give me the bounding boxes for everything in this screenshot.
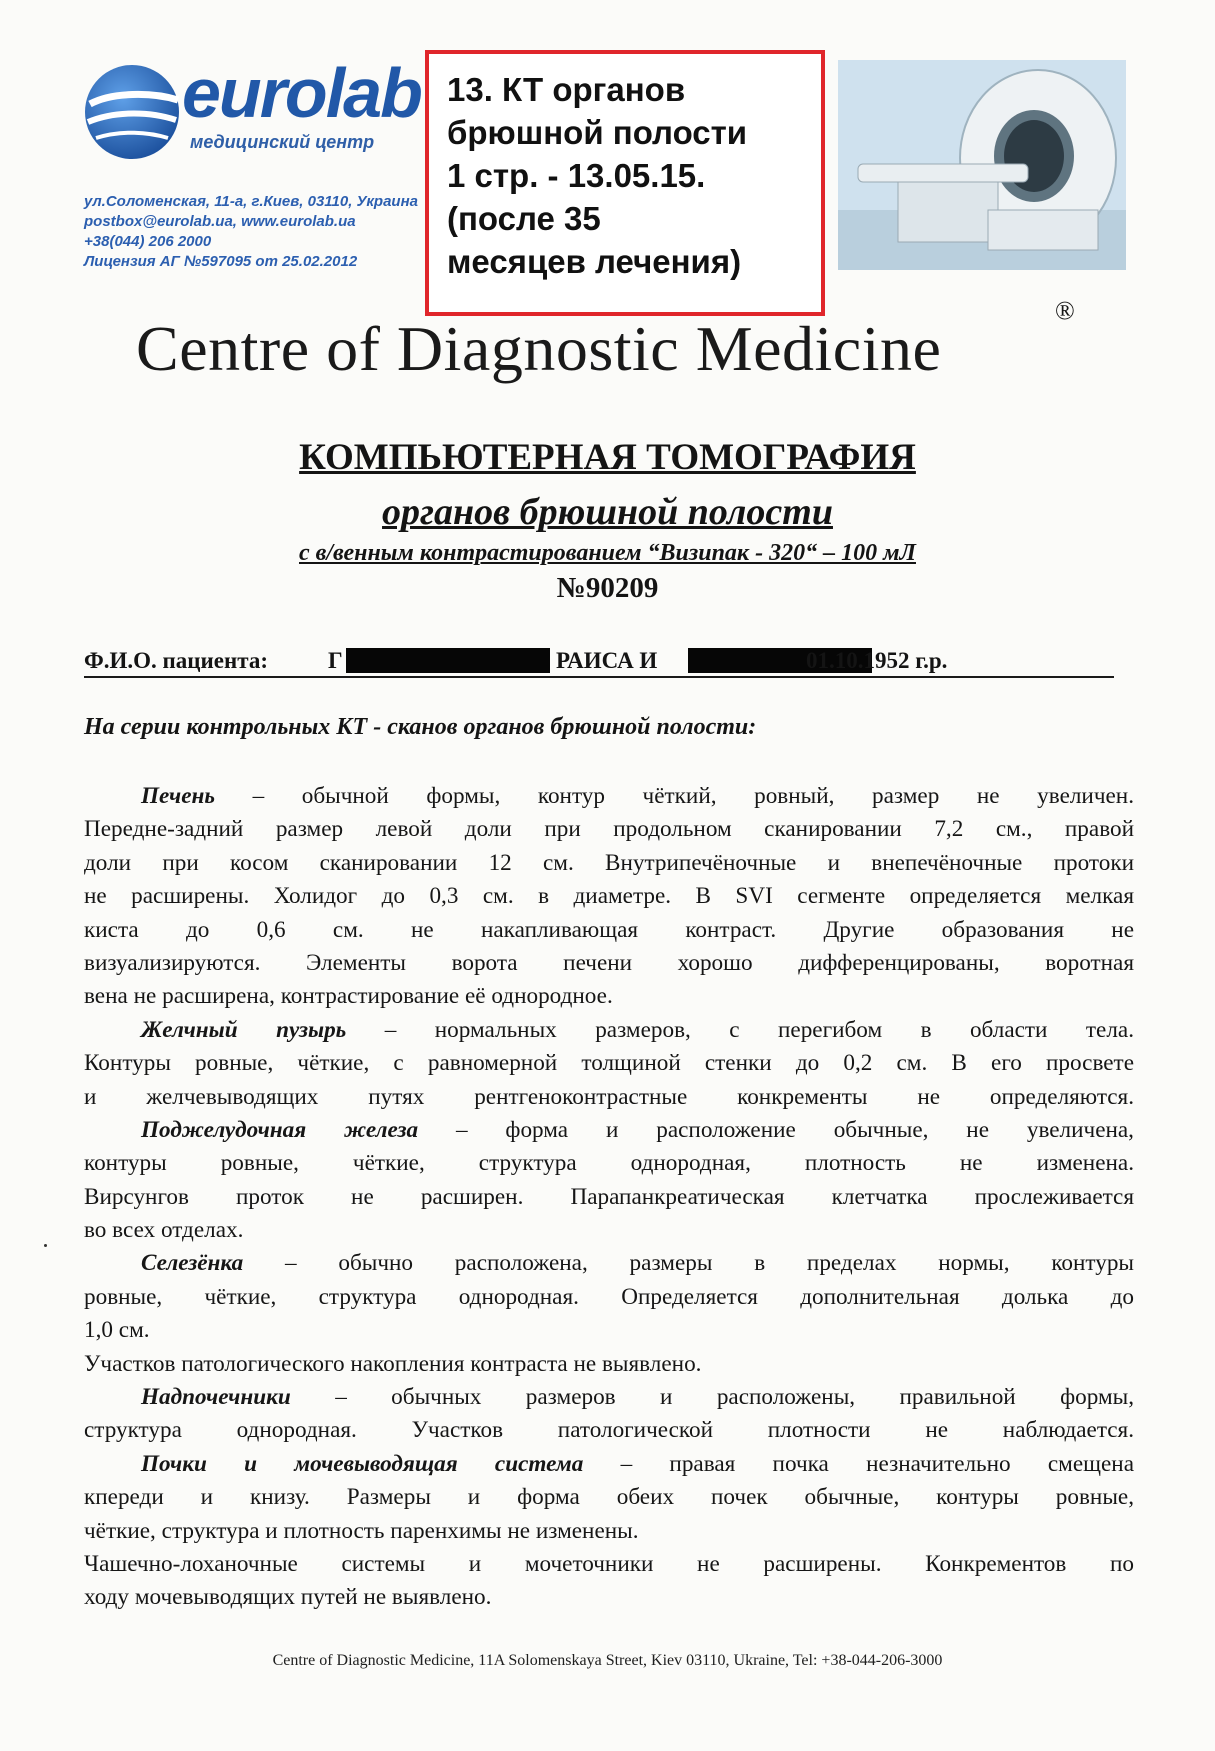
logo-subtitle: медицинский центр: [190, 132, 375, 152]
kidneys-line: чёткие, структура и плотность паренхимы не изменены.: [84, 1517, 639, 1544]
adrenals-line: структура однородная. Участков патологической плотности не наблюдается.: [84, 1417, 1134, 1444]
annotation-box: [425, 50, 825, 316]
report-organ-subtitle: органов брюшной полости: [382, 491, 833, 533]
pancreas-line: Вирсунгов проток не расширен. Парапанкреатическая клетчатка прослеживается: [84, 1183, 1134, 1210]
kidneys-line: Чашечно-лоханочные системы и мочеточники не расширены. Конкрементов по: [84, 1550, 1134, 1577]
patient-label: Ф.И.О. пациента:: [84, 648, 268, 673]
patient-first-name: РАИСА И: [556, 648, 658, 673]
contact-email-web: postbox@eurolab.ua, www.eurolab.ua: [84, 213, 356, 230]
section-title-kidneys: Почки и мочевыводящая система: [141, 1450, 584, 1477]
redaction-bar: [346, 648, 550, 673]
kidneys-line: ходу мочевыводящих путей не выявлено.: [84, 1584, 492, 1611]
annotation-line: 13. КТ органов: [447, 71, 686, 108]
annotation-line: 1 стр. - 13.05.15.: [447, 157, 706, 194]
ct-scanner-image: [838, 60, 1126, 270]
liver-line: вена не расширена, контрастирование её однородное.: [84, 983, 613, 1010]
contact-phone: +38(044) 206 2000: [84, 233, 212, 250]
centre-title: Centre of Diagnostic Medicine: [136, 313, 942, 384]
pancreas-line: контуры ровные, чёткие, структура однородная, плотность не изменена.: [84, 1150, 1134, 1177]
report-body: [84, 780, 1134, 1615]
stray-mark: [44, 1244, 47, 1247]
liver-line: киста до 0,6 см. не накапливающая контраст. Другие образования не: [84, 916, 1134, 943]
contact-address: ул.Соломенская, 11-а, г.Киев, 03110, Украина: [84, 193, 418, 210]
contact-license: Лицензия АГ №597095 от 25.02.2012: [84, 253, 358, 270]
adrenals-line: Надпочечники – обычных размеров и расположены, правильной формы,: [141, 1384, 1135, 1411]
kidneys-line: Почки и мочевыводящая система – правая почка незначительно смещена: [141, 1450, 1134, 1477]
annotation-line: (после 35: [447, 200, 601, 237]
section-title-adrenals: Надпочечники: [141, 1384, 291, 1411]
gallbladder-line: Желчный пузырь – нормальных размеров, с перегибом в области тела.: [141, 1016, 1135, 1043]
liver-line: доли при косом сканировании 12 см. Внутрипечёночные и внепечёночные протоки: [84, 849, 1134, 876]
spleen-line: ровные, чёткие, структура однородная. Определяется дополнительная долька до: [84, 1283, 1134, 1310]
section-title-gallbladder: Желчный пузырь: [141, 1016, 347, 1043]
annotation-line: месяцев лечения): [447, 243, 742, 280]
liver-line: Печень – обычной формы, контур чёткий, ровный, размер не увеличен.: [141, 783, 1135, 809]
gallbladder-line: Контуры ровные, чёткие, с равномерной толщиной стенки до 0,2 см. В его просвете: [84, 1050, 1134, 1077]
liver-line: визуализируются. Элементы ворота печени хорошо дифференцированы, воротная: [84, 949, 1134, 976]
spleen-line: 1,0 см.: [84, 1317, 150, 1344]
section-title-spleen: Селезёнка: [141, 1250, 244, 1277]
patient-line: [84, 648, 1114, 678]
spleen-line: Селезёнка – обычно расположена, размеры в пределах нормы, контуры: [141, 1250, 1135, 1277]
pancreas-line: во всех отделах.: [84, 1217, 244, 1244]
patient-surname-initial: Г: [328, 648, 343, 673]
annotation-line: брюшной полости: [447, 114, 748, 151]
eurolab-logo-icon: [82, 62, 182, 162]
section-title-pancreas: Поджелудочная железа: [141, 1116, 419, 1143]
logo-wordmark: eurolab: [182, 54, 421, 132]
page-footer: Centre of Diagnostic Medicine, 11A Solomenskaya Street, Kiev 03110, Ukraine, Tel: +38-044-206-3000: [272, 1652, 943, 1669]
contact-block: [84, 192, 418, 272]
report-title: КОМПЬЮТЕРНАЯ ТОМОГРАФИЯ: [299, 437, 916, 478]
pancreas-line: Поджелудочная железа – форма и расположение обычные, не увеличена,: [141, 1116, 1134, 1143]
section-title-liver: Печень: [141, 783, 215, 809]
patient-birth-date: 01.10.1952 г.р.: [806, 648, 948, 673]
report-number: №90209: [556, 572, 659, 604]
gallbladder-line: и желчевыводящих путях рентгеноконтрастные конкременты не определяются.: [84, 1083, 1134, 1110]
spleen-line: Участков патологического накопления контраста не выявлено.: [84, 1350, 702, 1377]
kidneys-line: кпереди и книзу. Размеры и форма обеих почек обычные, контуры ровные,: [84, 1484, 1134, 1511]
report-contrast-subtitle: с в/венным контрастированием “Визипак - 320“ – 100 мЛ: [299, 540, 916, 566]
liver-line: Передне-задний размер левой доли при продольном сканировании 7,2 см., правой: [84, 816, 1134, 843]
registered-mark: ®: [1055, 296, 1075, 325]
report-intro: На серии контрольных КТ - сканов органов брюшной полости:: [84, 714, 757, 740]
liver-line: не расширены. Холидог до 0,3 см. в диаметре. В SVI сегменте определяется мелкая: [84, 883, 1134, 910]
